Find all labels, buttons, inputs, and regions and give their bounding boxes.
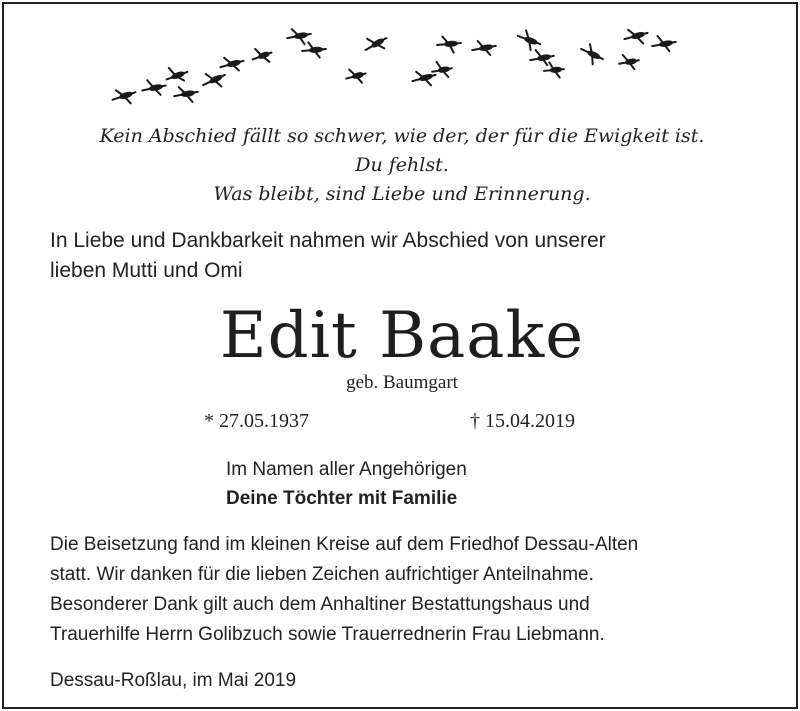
quote-line-1: Kein Abschied fällt so schwer, wie der, der für die Ewigkeit ist. bbox=[99, 125, 705, 147]
notice-line-2: statt. Wir danken für die lieben Zeichen aufrichtiger Anteilnahme. bbox=[50, 564, 594, 585]
place-date: Dessau-Roßlau, im Mai 2019 bbox=[50, 670, 297, 691]
intro-line-2: lieben Mutti und Omi bbox=[50, 259, 243, 282]
flying-birds-icon bbox=[104, 18, 704, 118]
notice-line-4: Trauerhilfe Herrn Golibzuch sowie Trauerrednerin Frau Liebmann. bbox=[50, 624, 605, 645]
notice-line-3: Besonderer Dank gilt auch dem Anhaltiner Bestattungshaus und bbox=[50, 594, 590, 615]
maiden-name: geb. Baumgart bbox=[346, 372, 458, 393]
intro-text bbox=[50, 226, 606, 286]
quote-line-2: Du fehlst. bbox=[355, 154, 449, 176]
obituary-frame bbox=[2, 2, 798, 709]
intro-line-1: In Liebe und Dankbarkeit nahmen wir Abschied von unserer bbox=[50, 229, 606, 252]
notice-text bbox=[50, 530, 638, 650]
deceased-name: Edit Baake bbox=[219, 299, 585, 373]
signature-line-1: Im Namen aller Angehörigen bbox=[226, 459, 467, 480]
birth-date: * 27.05.1937 bbox=[204, 410, 309, 432]
signature-line-2: Deine Töchter mit Familie bbox=[226, 488, 458, 509]
quote-line-3: Was bleibt, sind Liebe und Erinnerung. bbox=[213, 183, 591, 205]
death-date: † 15.04.2019 bbox=[470, 410, 575, 432]
notice-line-1: Die Beisetzung fand im kleinen Kreise auf dem Friedhof Dessau-Alten bbox=[50, 534, 639, 555]
